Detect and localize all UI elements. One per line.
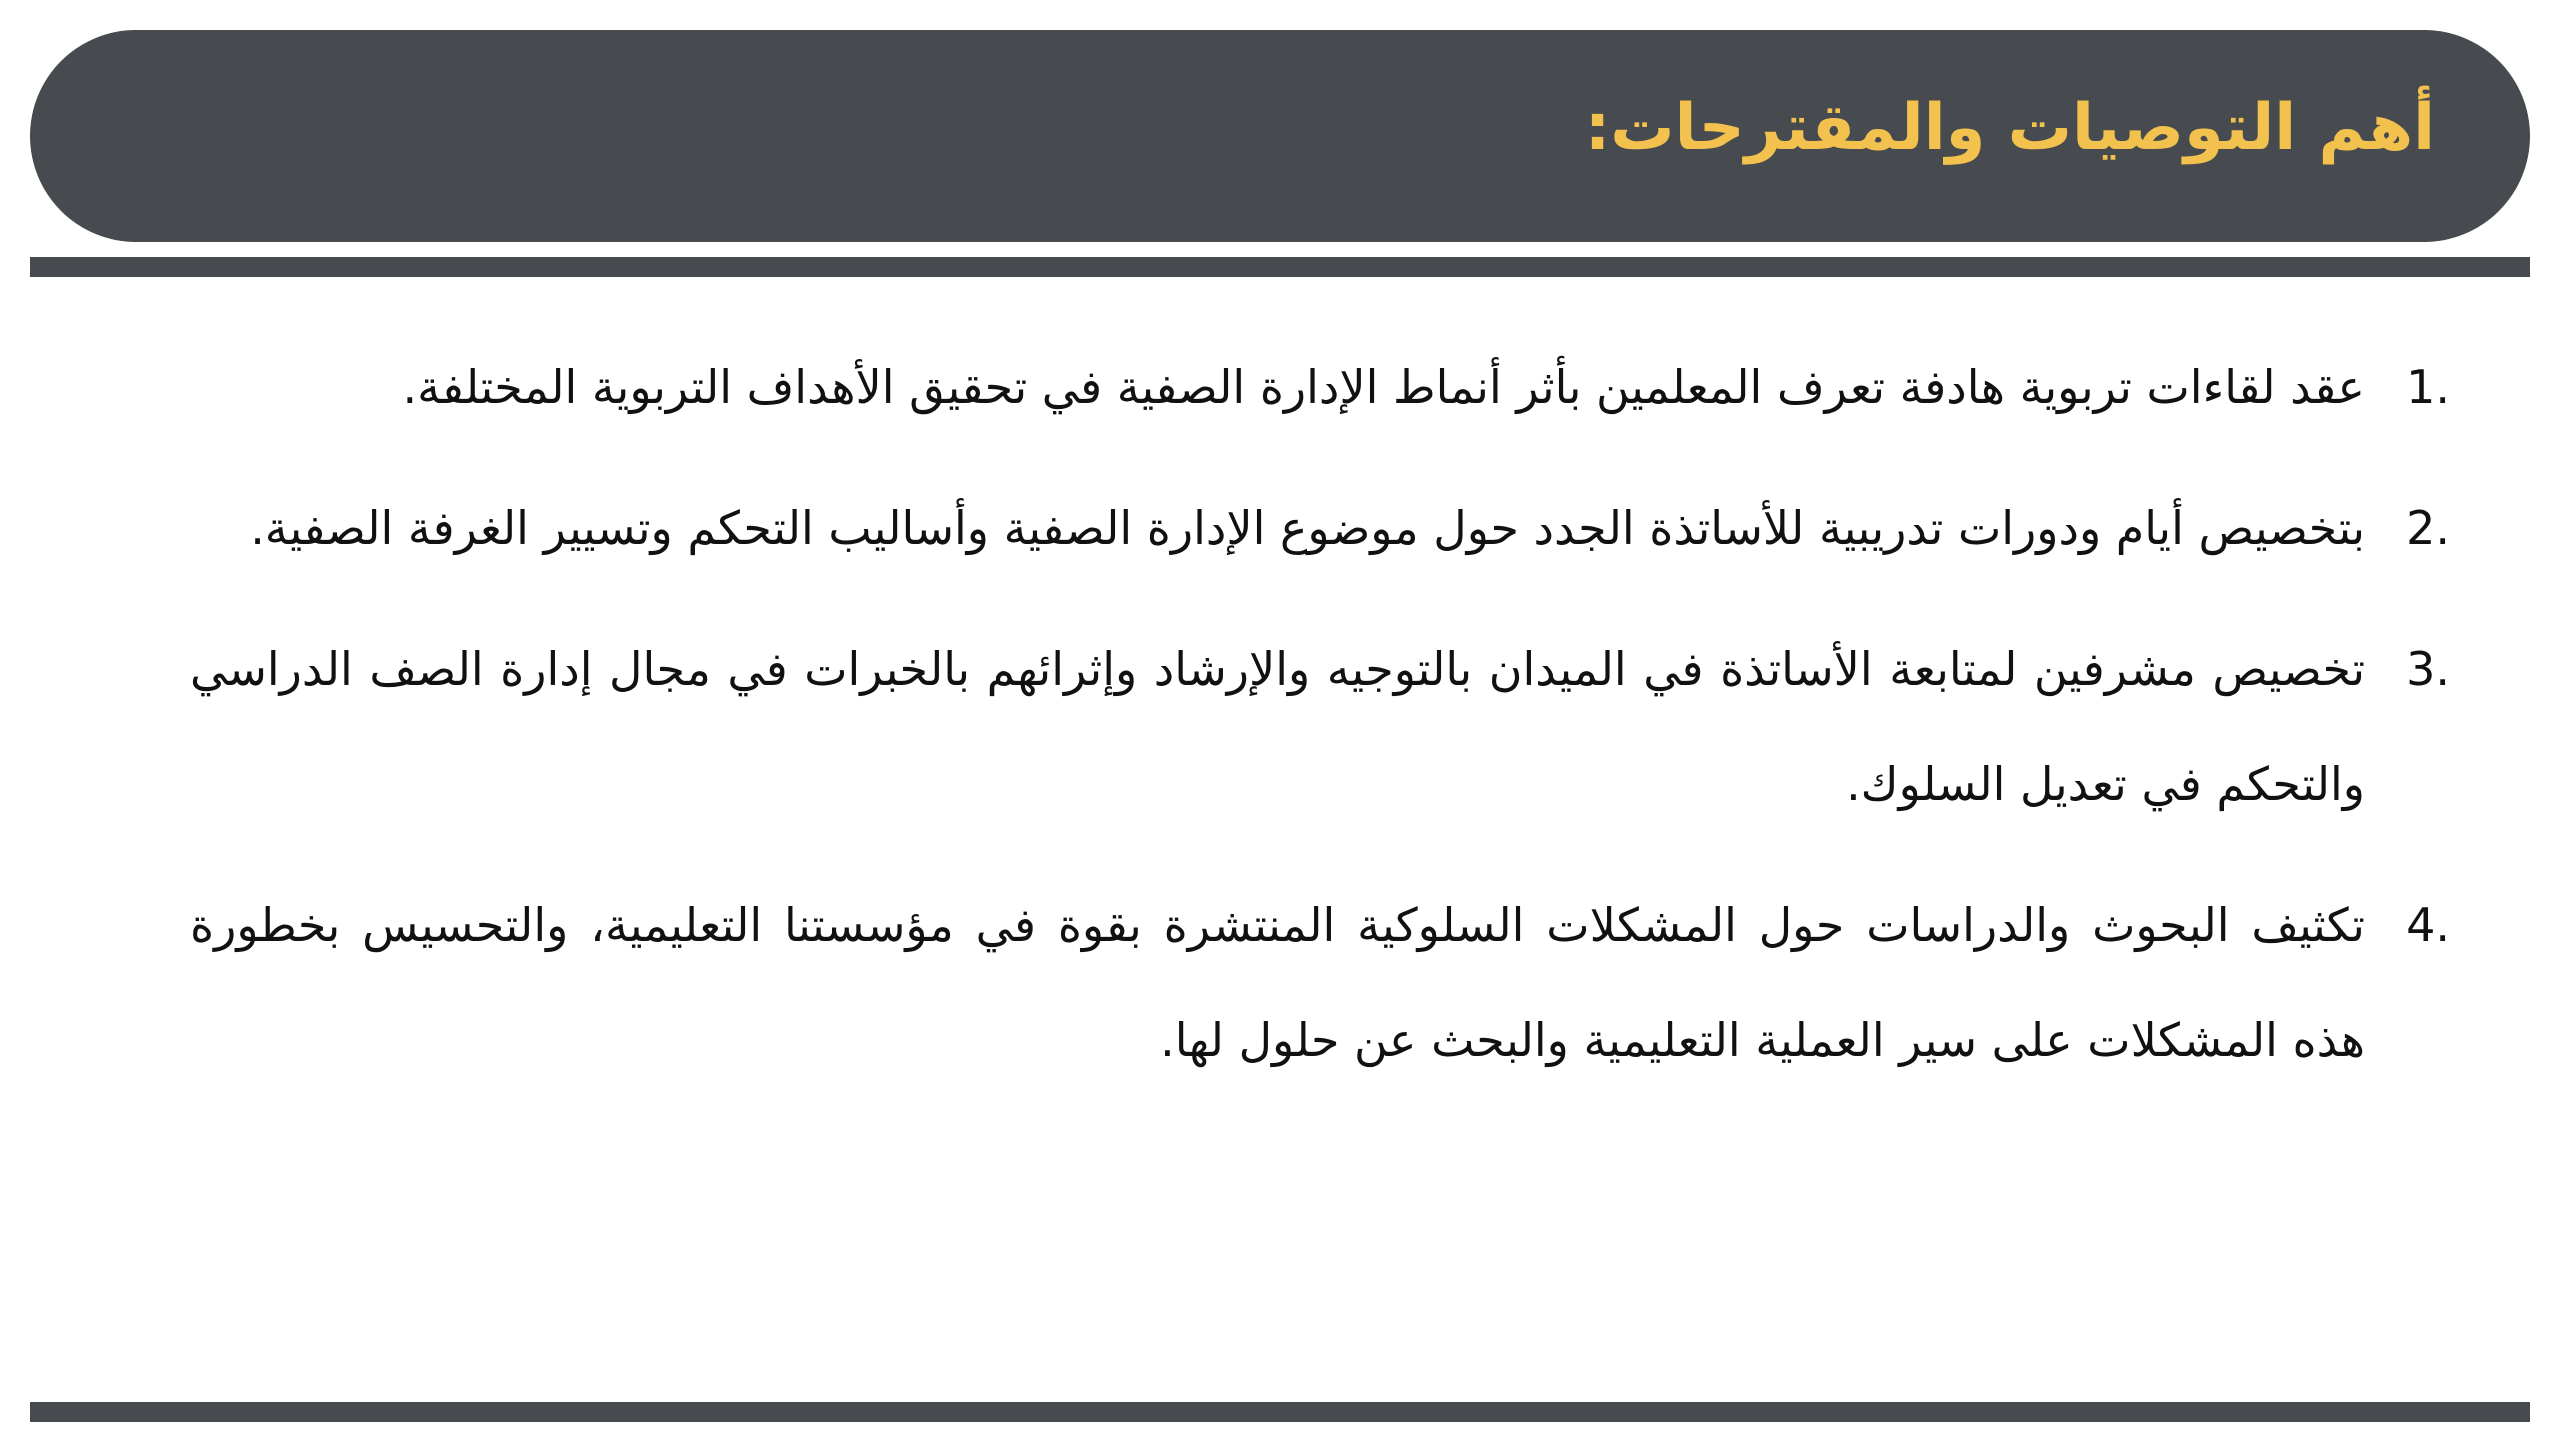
- item-number: 4.: [2406, 898, 2450, 952]
- item-text: تخصيص مشرفين لمتابعة الأساتذة في الميدان بالتوجيه والإرشاد وإثرائهم بالخبرات في مجال إدارة الصف الدراسي والتحكم في تعديل السلوك.: [190, 642, 2365, 811]
- list-item: [190, 330, 2450, 445]
- list-item: [190, 612, 2450, 842]
- item-number: 3.: [2406, 642, 2450, 696]
- bottom-divider: [30, 1402, 2530, 1422]
- item-text: عقد لقاءات تربوية هادفة تعرف المعلمين بأثر أنماط الإدارة الصفية في تحقيق الأهداف التربوية المختلفة.: [402, 360, 2365, 414]
- item-number: 1.: [2406, 360, 2450, 414]
- item-text: بتخصيص أيام ودورات تدريبية للأساتذة الجدد حول موضوع الإدارة الصفية وأساليب التحكم وتسيير الغرفة الصفية.: [250, 501, 2365, 555]
- list-item: [190, 471, 2450, 586]
- recommendations-list: [190, 330, 2450, 1124]
- list-item: [190, 868, 2450, 1098]
- item-number: 2.: [2406, 501, 2450, 555]
- item-text: تكثيف البحوث والدراسات حول المشكلات السلوكية المنتشرة بقوة في مؤسستنا التعليمية، والتحسيس بخطورة هذه المشكلات على سير العملية التعليمية والبحث عن حلول لها.: [190, 898, 2365, 1067]
- title-bar: [30, 30, 2530, 242]
- slide-title: أهم التوصيات والمقترحات:: [1584, 91, 2435, 165]
- top-divider: [30, 257, 2530, 277]
